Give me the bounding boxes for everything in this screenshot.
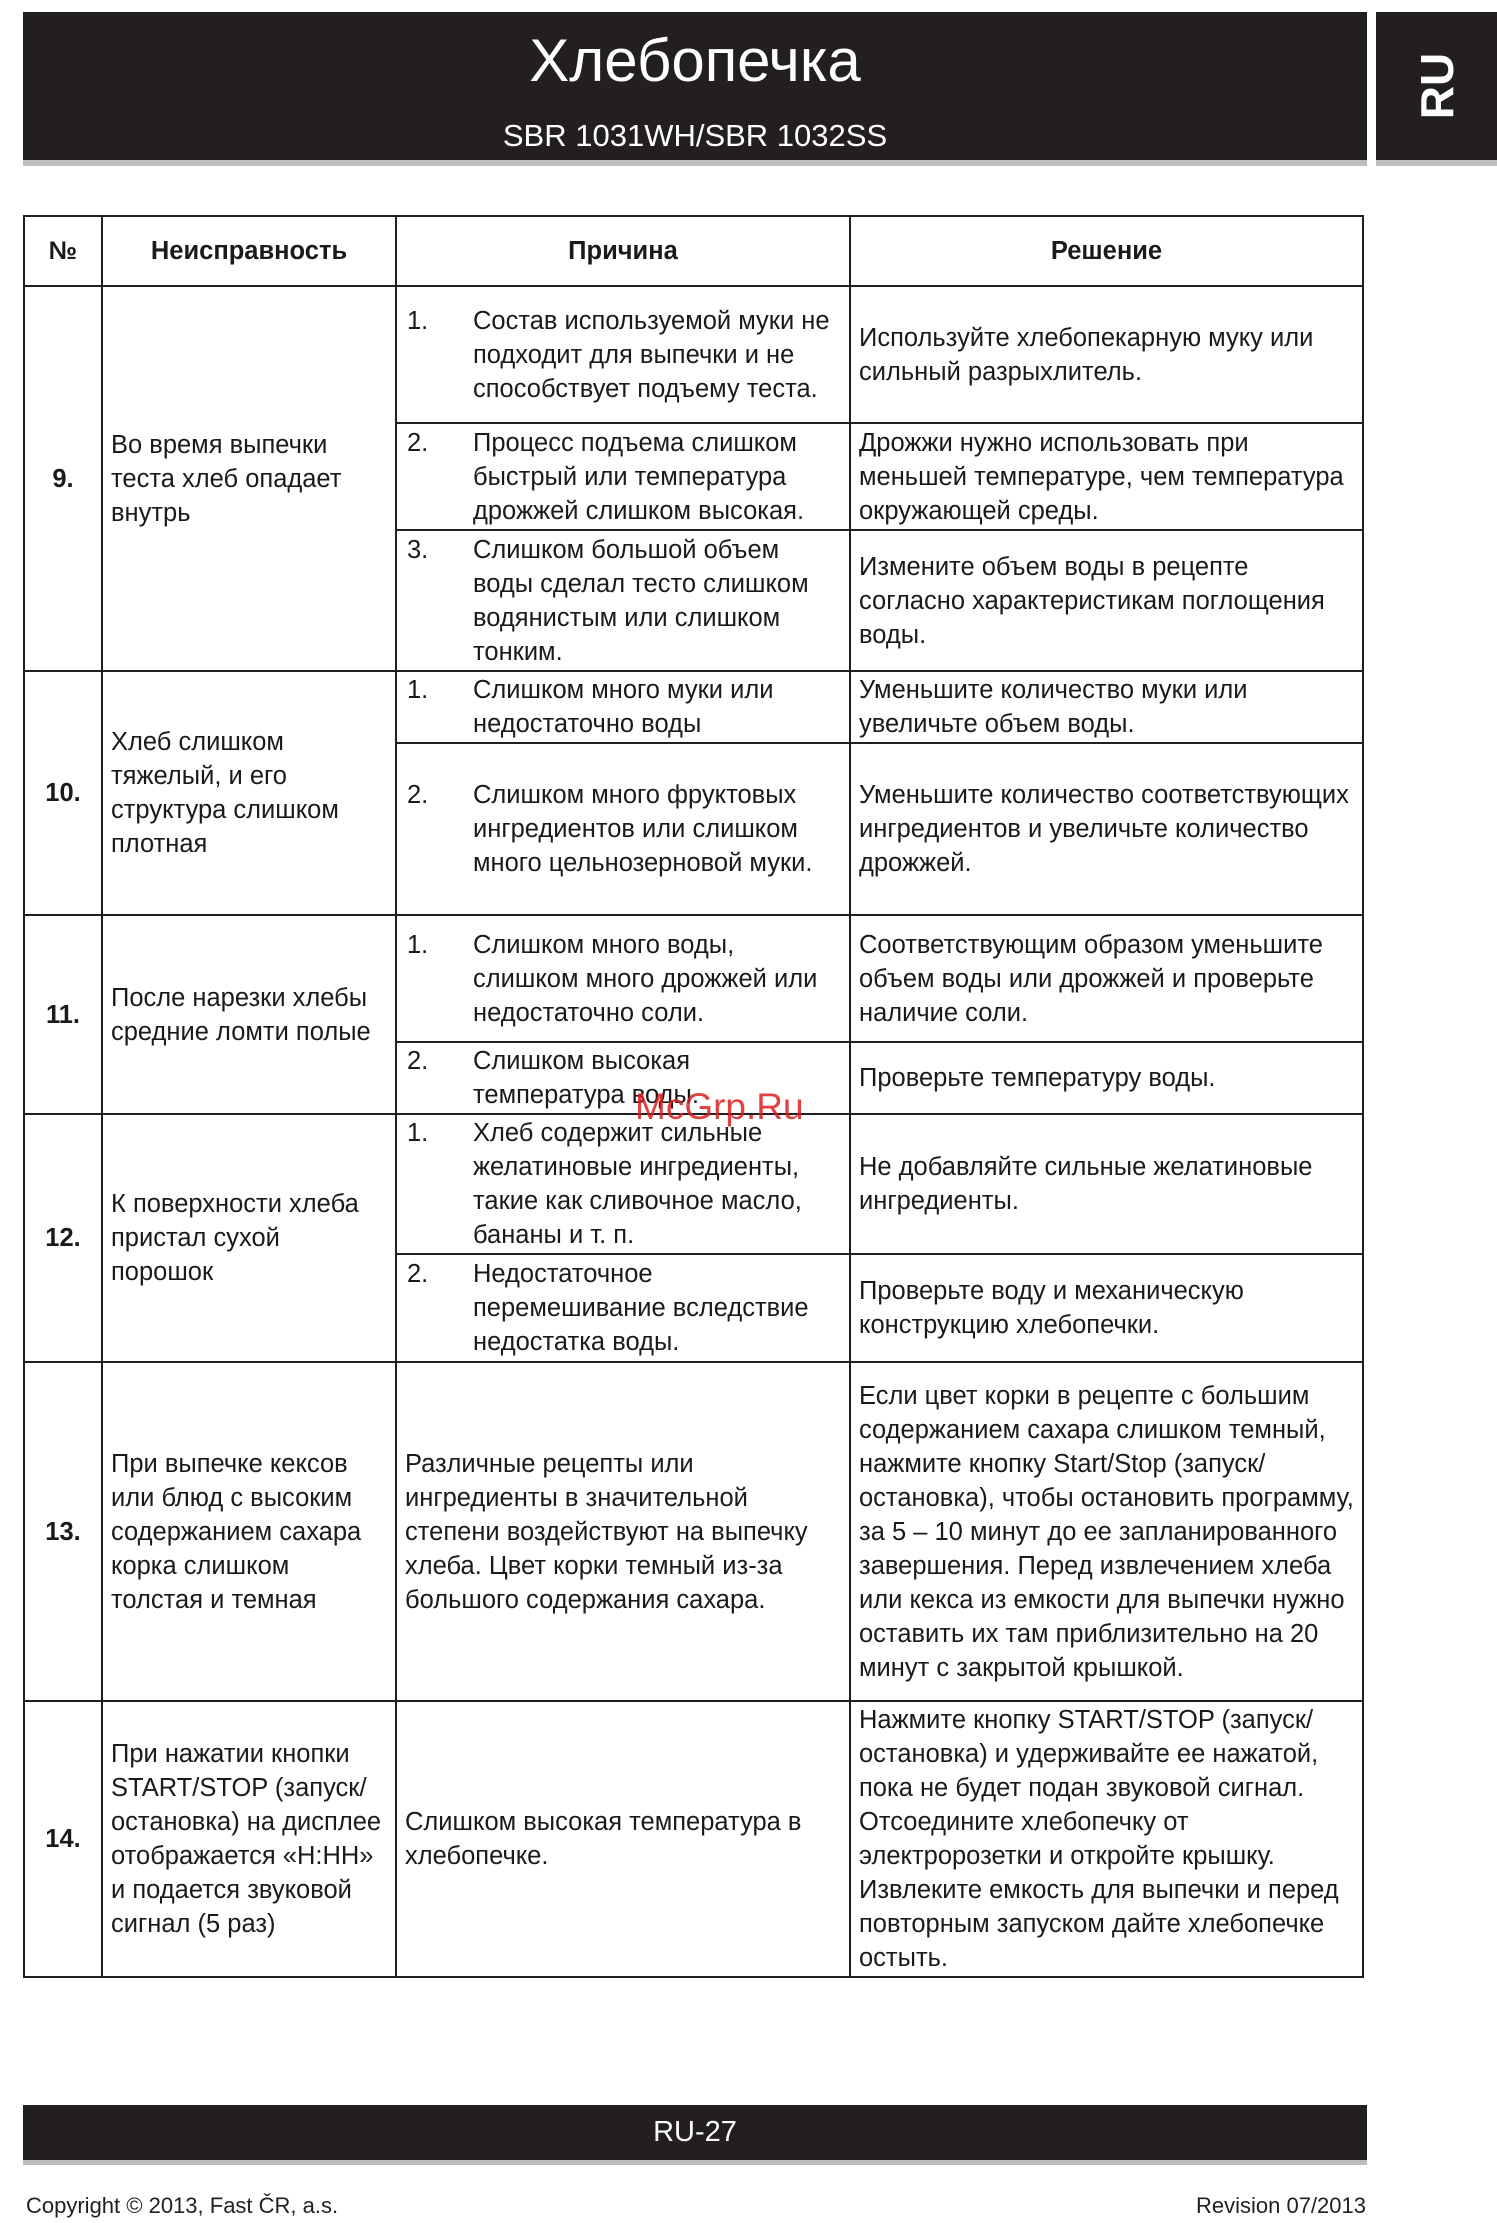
column-header-cause: Причина	[396, 216, 850, 286]
cause-cell	[396, 530, 850, 671]
cause-number: 1.	[407, 930, 429, 959]
table-row	[24, 1114, 1363, 1254]
column-header-number: №	[24, 216, 102, 286]
fault-cell: Во время выпечки теста хлеб опадает внутрь	[102, 286, 396, 671]
cause-cell: Слишком высокая температура в хлебопечке.	[396, 1701, 850, 1977]
cause-cell	[396, 1114, 850, 1254]
cause-number: 3.	[407, 535, 429, 564]
cause-number: 1.	[407, 306, 429, 335]
row-number: 11.	[24, 915, 102, 1114]
fault-cell: Хлеб слишком тяжелый, и его структура слишком плотная	[102, 671, 396, 915]
column-header-solution: Решение	[850, 216, 1363, 286]
fault-cell: После нарезки хлебы средние ломти полые	[102, 915, 396, 1114]
cause-number: 2.	[407, 1260, 429, 1288]
cause-cell	[396, 286, 850, 423]
cause-text: Слишком высокая температура воды.	[473, 1047, 699, 1109]
row-number: 10.	[24, 671, 102, 915]
cause-cell	[396, 915, 850, 1042]
header-bar	[23, 12, 1367, 160]
row-number: 12.	[24, 1114, 102, 1362]
model-subtitle: SBR 1031WH/SBR 1032SS	[502, 118, 888, 153]
cause-cell	[396, 671, 850, 743]
cause-cell	[396, 743, 850, 915]
table-row	[24, 671, 1363, 743]
watermark: McGrp.Ru	[635, 1086, 804, 1127]
cause-cell	[396, 1254, 850, 1362]
cause-text: Процесс подъема слишком быстрый или температура дрожжей слишком высокая.	[473, 428, 805, 525]
solution-cell: Нажмите кнопку START/STOP (запуск/остановка) и удерживайте ее нажатой, пока не будет подан звуковой сигнал. Отсоедините хлебопечку от электророзетки и откройте крышку. Извлеките емкость для выпечки и перед повторным запуском дайте хлебопечке остыть.	[850, 1701, 1363, 1977]
fault-cell: К поверхности хлеба пристал сухой порошок	[102, 1114, 396, 1362]
solution-cell: Соответствующим образом уменьшите объем воды или дрожжей и проверьте наличие соли.	[850, 915, 1363, 1042]
table-row	[24, 915, 1363, 1042]
language-label: RU	[1410, 52, 1463, 120]
fault-cell: При нажатии кнопки START/STOP (запуск/остановка) на дисплее отображается «H:HH» и подается звуковой сигнал (5 раз)	[102, 1701, 396, 1977]
table-row	[24, 1701, 1363, 1977]
solution-cell: Проверьте воду и механическую конструкцию хлебопечки.	[850, 1254, 1363, 1362]
footer-page-number: RU-27	[23, 2105, 1367, 2160]
cause-number: 2.	[407, 428, 429, 457]
solution-cell: Не добавляйте сильные желатиновые ингредиенты.	[850, 1114, 1363, 1254]
cause-text: Состав используемой муки не подходит для выпечки и не способствует подъему теста.	[473, 306, 830, 403]
solution-cell: Измените объем воды в рецепте согласно характеристикам поглощения воды.	[850, 530, 1363, 671]
cause-number: 2.	[407, 781, 429, 809]
cause-cell	[396, 423, 850, 530]
cause-text: Недостаточное перемешивание вследствие недостатка воды.	[473, 1260, 809, 1356]
table-header-row	[24, 216, 1363, 286]
cause-text: Слишком большой объем воды сделал тесто слишком водянистым или слишком тонким.	[473, 535, 809, 666]
cause-text: Слишком много воды, слишком много дрожжей или недостаточно соли.	[473, 930, 818, 1027]
cause-cell: Различные рецепты или ингредиенты в значительной степени воздействуют на выпечку хлеба. Цвет корки темный из-за большого содержания сахара.	[396, 1362, 850, 1701]
solution-cell: Уменьшите количество соответствующих ингредиентов и увеличьте количество дрожжей.	[850, 743, 1363, 915]
cause-number: 1.	[407, 1119, 429, 1147]
row-number: 13.	[24, 1362, 102, 1701]
table-row	[24, 1362, 1363, 1701]
page-title: Хлебопечка	[529, 27, 861, 94]
row-number: 14.	[24, 1701, 102, 1977]
solution-cell: Уменьшите количество муки или увеличьте объем воды.	[850, 671, 1363, 743]
solution-cell: Дрожжи нужно использовать при меньшей температуре, чем температура окружающей среды.	[850, 423, 1363, 530]
solution-cell: Если цвет корки в рецепте с большим содержанием сахара слишком темный, нажмите кнопку Start/Stop (запуск/остановка), чтобы остановить программу, за 5 – 10 минут до ее запланированного завершения. Перед извлечением хлеба или кекса из емкости для выпечки нужно оставить их там приблизительно на 20 минут с закрытой крышкой.	[850, 1362, 1363, 1701]
cause-text: Хлеб содержит сильные желатиновые ингредиенты, такие как сливочное масло, бананы и т. п.	[473, 1119, 802, 1249]
revision: Revision 07/2013	[1195, 2193, 1366, 2218]
cause-text: Слишком много фруктовых ингредиентов или слишком много цельнозерновой муки.	[473, 781, 813, 877]
row-number: 9.	[24, 286, 102, 671]
language-tab	[1376, 12, 1497, 160]
copyright: Copyright © 2013, Fast ČR, a.s.	[26, 2193, 339, 2218]
cause-number: 1.	[407, 676, 429, 704]
fault-cell: При выпечке кексов или блюд с высоким содержанием сахара корка слишком толстая и темная	[102, 1362, 396, 1701]
cause-number: 2.	[407, 1047, 429, 1075]
column-header-fault: Неисправность	[102, 216, 396, 286]
solution-cell: Используйте хлебопекарную муку или сильный разрыхлитель.	[850, 286, 1363, 423]
solution-cell: Проверьте температуру воды.	[850, 1042, 1363, 1114]
cause-text: Слишком много муки или недостаточно воды	[473, 676, 774, 738]
table-row	[24, 286, 1363, 423]
